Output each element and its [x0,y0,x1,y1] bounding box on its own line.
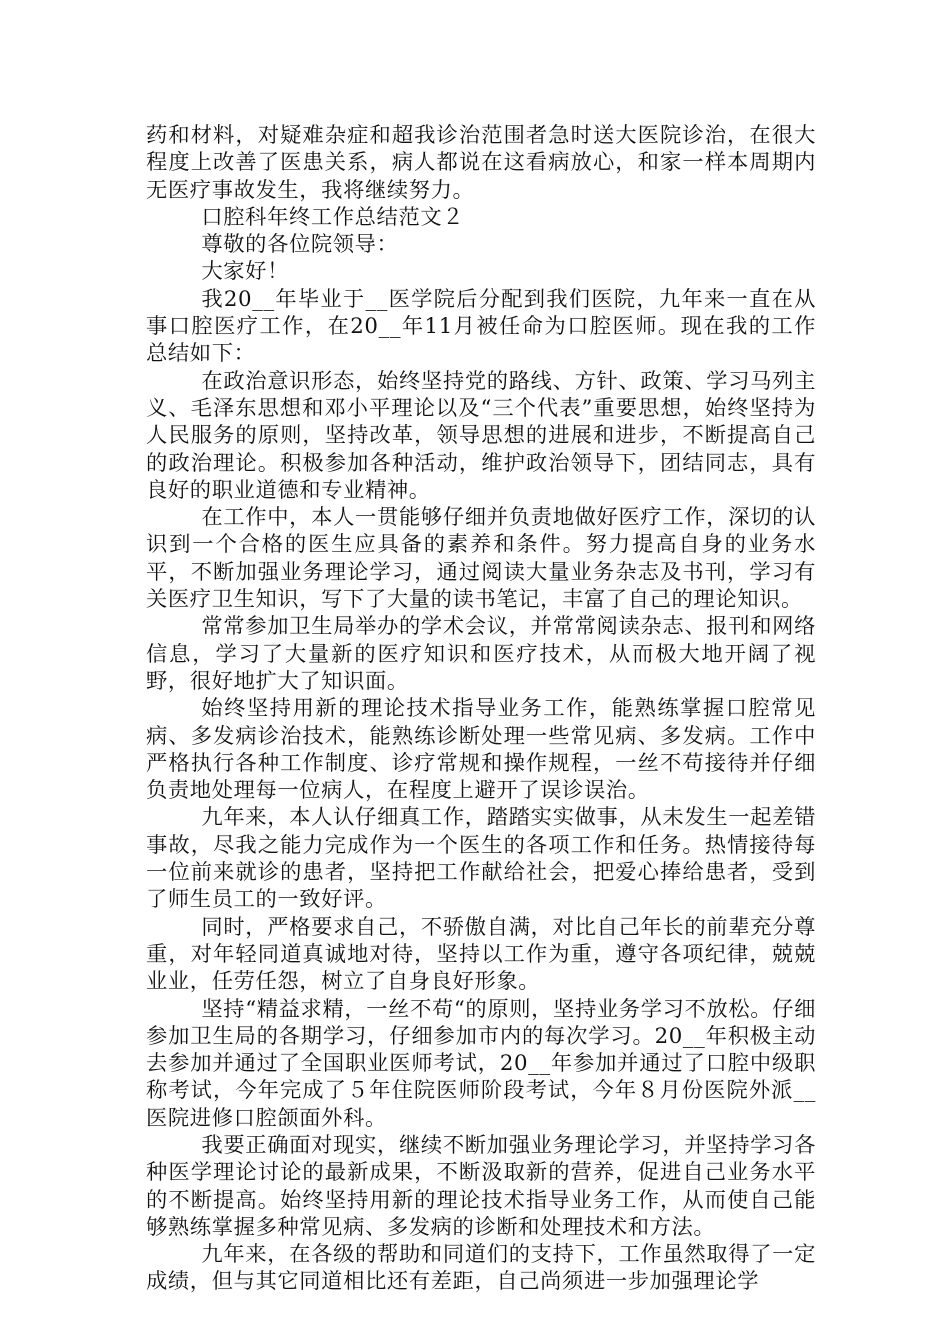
document-body [146,122,816,1296]
paragraph: 坚持“精益求精，一丝不苟“的原则，坚持业务学习不放松。仔细参加卫生局的各期学习，仔细参加市内的每次学习。20__年积极主动去参加并通过了全国职业医师考试，20__年参加并通过了口腔中级职称考试，今年完成了５年住院医师阶段考试，今年８月份医院外派__医院进修口腔颌面外科。 [146,996,816,1131]
paragraph: 九年来，本人认仔细真工作，踏踏实实做事，从未发生一起差错事故，尽我之能力完成作为一个医生的各项工作和任务。热情接待每一位前来就诊的患者，坚持把工作献给社会，把爱心捧给患者，受到了师生员工的一致好评。 [146,805,816,913]
paragraph: 在政治意识形态，始终坚持党的路线、方针、政策、学习马列主义、毛泽东思想和邓小平理论以及“三个代表”重要思想，始终坚持为人民服务的原则，坚持改革，领导思想的进展和进步，不断提高自己的政治理论。积极参加各种活动，维护政治领导下，团结同志，具有良好的职业道德和专业精神。 [146,368,816,503]
paragraph: 常常参加卫生局举办的学术会议，并常常阅读杂志、报刊和网络信息，学习了大量新的医疗知识和医疗技术，从而极大地开阔了视野，很好地扩大了知识面。 [146,614,816,694]
paragraph: 同时，严格要求自己，不骄傲自满，对比自己年长的前辈充分尊重，对年轻同道真诚地对待，坚持以工作为重，遵守各项纪律，兢兢业业，任劳任怨，树立了自身良好形象。 [146,914,816,995]
paragraph: 我要正确面对现实，继续不断加强业务理论学习，并坚持学习各种医学理论讨论的最新成果，不断汲取新的营养，促进自己业务水平的不断提高。始终坚持用新的理论技术指导业务工作，从而使自己能够熟练掌握多种常见病、多发病的诊断和处理技术和方法。 [146,1132,816,1240]
paragraph: 九年来，在各级的帮助和同道们的支持下，工作虽然取得了一定成绩，但与其它同道相比还有差距，自己尚须进一步加强理论学 [146,1242,816,1295]
paragraph: 始终坚持用新的理论技术指导业务工作，能熟练掌握口腔常见病、多发病诊治技术，能熟练诊断处理一些常见病、多发病。工作中严格执行各种工作制度、诊疗常规和操作规程，一丝不苟接待并仔细负责地处理每一位病人，在程度上避开了误诊误治。 [146,696,816,804]
paragraph: 在工作中，本人一贯能够仔细并负责地做好医疗工作，深切的认识到一个合格的医生应具备的素养和条件。努力提高自身的业务水平，不断加强业务理论学习，通过阅读大量业务杂志及书刊，学习有关医疗卫生知识，写下了大量的读书笔记，丰富了自己的理论知识。 [146,505,816,613]
greeting: 大家好！ [201,259,289,285]
paragraph: 我20__年毕业于__医学院后分配到我们医院，九年来一直在从事口腔医疗工作，在20__年11月被任命为口腔医师。现在我的工作总结如下： [146,286,816,367]
paragraph: 药和材料，对疑难杂症和超我诊治范围者急时送大医院诊治，在很大程度上改善了医患关系，病人都说在这看病放心，和家一样本周期内无医疗事故发生，我将继续努力。 [146,123,816,203]
salutation: 尊敬的各位院领导： [201,232,399,258]
section-heading: 口腔科年终工作总结范文２ [201,204,465,230]
